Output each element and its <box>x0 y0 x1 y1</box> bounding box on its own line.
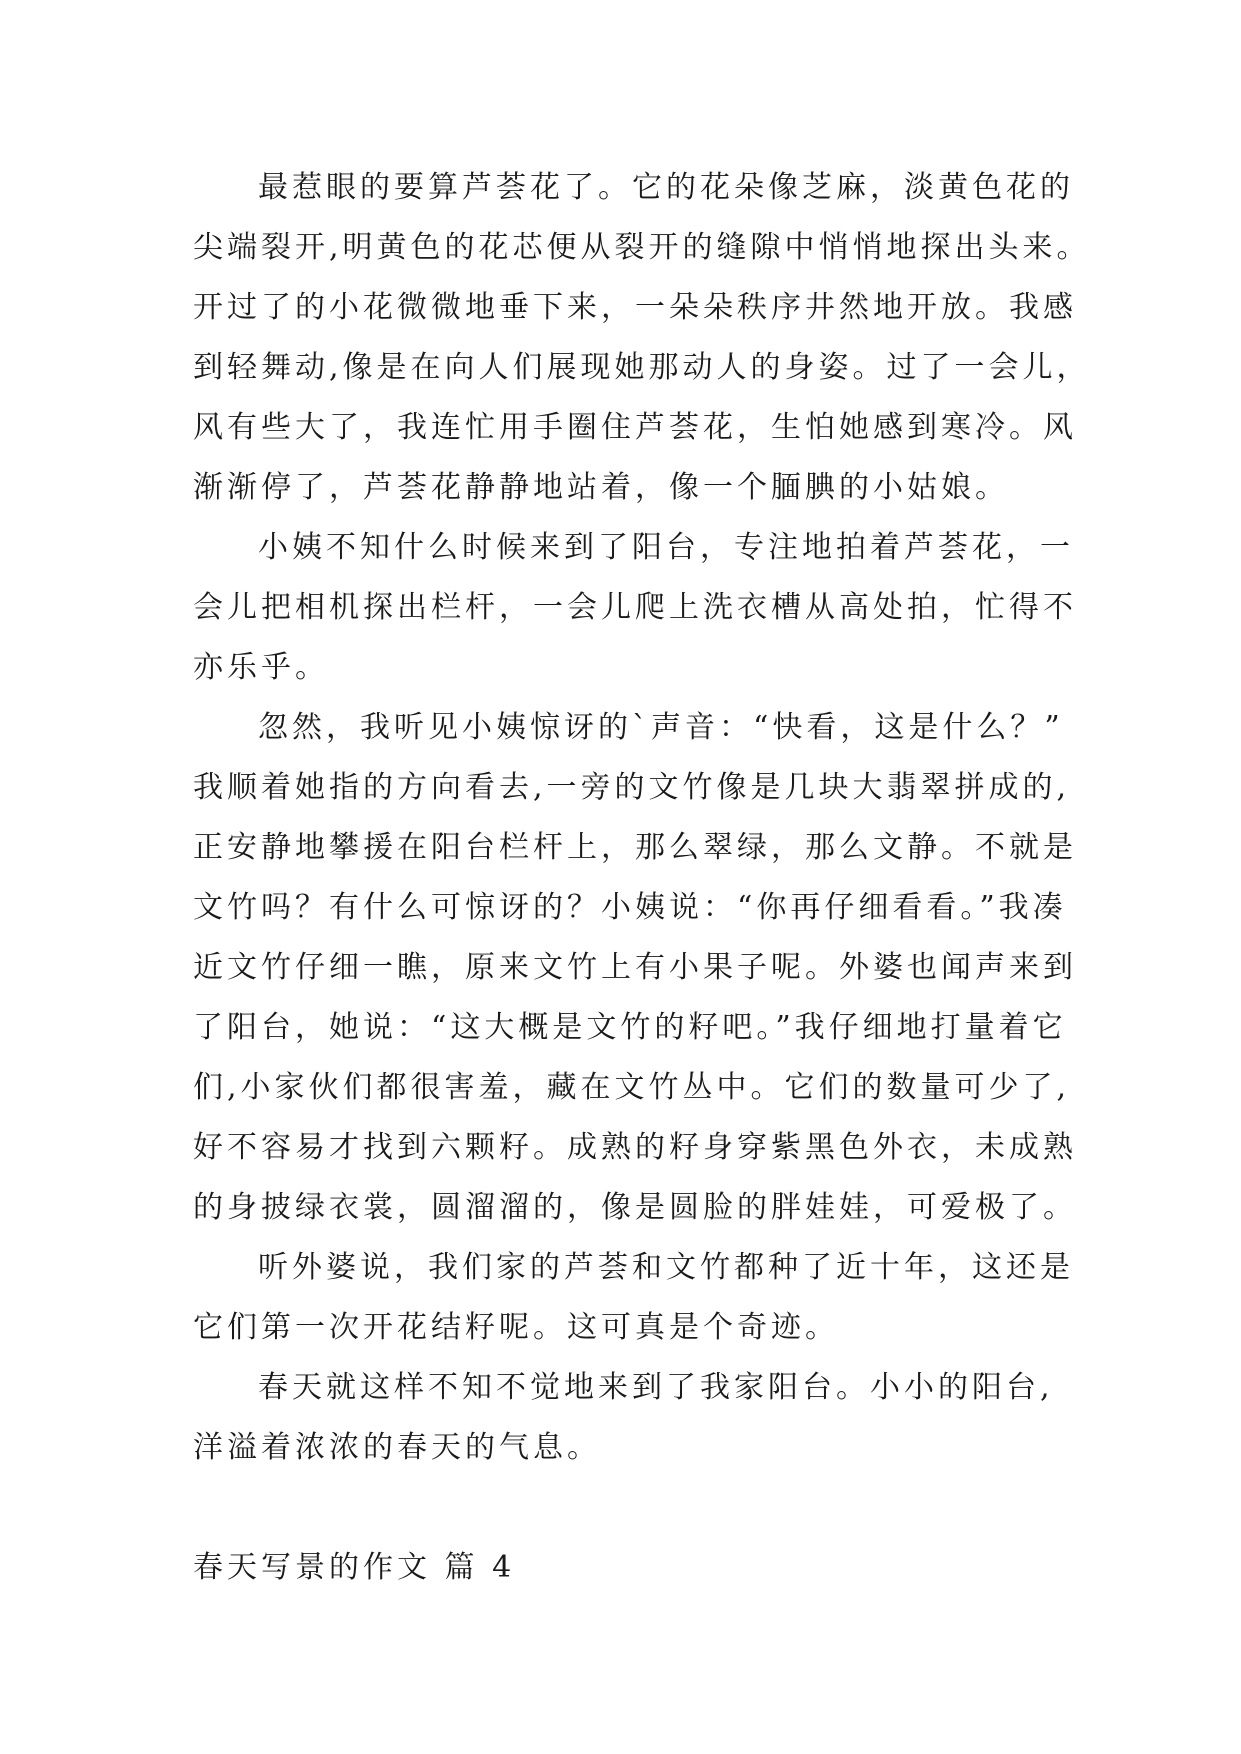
text-line: 开过了的小花微微地垂下来，一朵朵秩序井然地开放。我感 <box>193 290 1077 325</box>
text-line: 风有些大了，我连忙用手圈住芦荟花，生怕她感到寒冷。风 <box>193 410 1077 445</box>
text-line: 忽然，我听见小姨惊讶的`声音：“快看，这是什么？” <box>258 710 1064 745</box>
text-line: 们,小家伙们都很害羞，藏在文竹丛中。它们的数量可少了, <box>193 1070 1071 1105</box>
text-line: 的身披绿衣裳，圆溜溜的，像是圆脸的胖娃娃，可爱极了。 <box>193 1190 1077 1225</box>
text-line: 渐渐停了，芦荟花静静地站着，像一个腼腆的小姑娘。 <box>193 470 1009 505</box>
text-line: 它们第一次开花结籽呢。这可真是个奇迹。 <box>193 1310 839 1345</box>
text-line: 到轻舞动,像是在向人们展现她那动人的身姿。过了一会儿， <box>193 350 1091 385</box>
text-line: 春天就这样不知不觉地来到了我家阳台。小小的阳台, <box>258 1370 1054 1405</box>
text-line: 好不容易才找到六颗籽。成熟的籽身穿紫黑色外衣，未成熟 <box>193 1130 1077 1165</box>
text-line: 尖端裂开,明黄色的花芯便从裂开的缝隙中悄悄地探出头来。 <box>193 230 1091 265</box>
text-line: 正安静地攀援在阳台栏杆上，那么翠绿，那么文静。不就是 <box>193 830 1077 865</box>
text-line: 小姨不知什么时候来到了阳台，专注地拍着芦荟花，一 <box>258 530 1074 565</box>
text-line: 近文竹仔细一瞧，原来文竹上有小果子呢。外婆也闻声来到 <box>193 950 1077 985</box>
text-line: 我顺着她指的方向看去,一旁的文竹像是几块大翡翠拼成的, <box>193 770 1071 805</box>
text-line: 了阳台，她说：“这大概是文竹的籽吧。”我仔细地打量着它 <box>193 1010 1067 1045</box>
section-heading: 春天写景的作文 篇 4 <box>193 1550 516 1585</box>
text-line: 最惹眼的要算芦荟花了。它的花朵像芝麻，淡黄色花的 <box>258 170 1074 205</box>
text-line: 听外婆说，我们家的芦荟和文竹都种了近十年，这还是 <box>258 1250 1074 1285</box>
text-line: 洋溢着浓浓的春天的气息。 <box>193 1430 601 1465</box>
text-line: 亦乐乎。 <box>193 650 329 685</box>
text-line: 会儿把相机探出栏杆，一会儿爬上洗衣槽从高处拍，忙得不 <box>193 590 1077 625</box>
text-line: 文竹吗？有什么可惊讶的？小姨说：“你再仔细看看。”我凑 <box>193 890 1067 925</box>
